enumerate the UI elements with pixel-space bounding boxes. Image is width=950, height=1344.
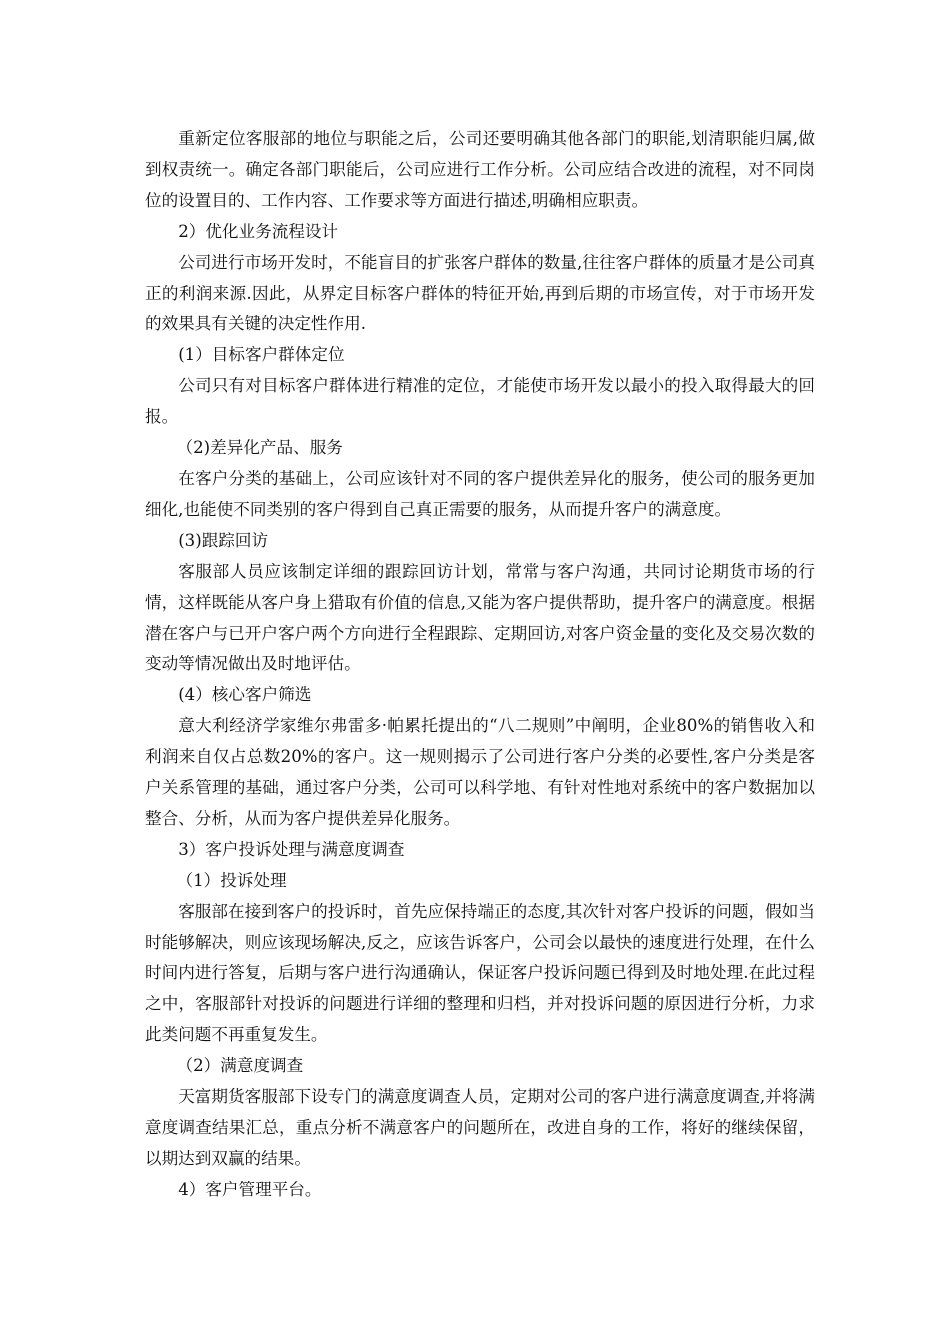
heading-complaint-handling: （1）投诉处理 bbox=[176, 870, 287, 890]
paragraph-role-definition: 重新定位客服部的地位与职能之后，公司还要明确其他各部门的职能,划清职能归属,做到权责统一。确定各部门职能后，公司应进行工作分析。公司应结合改进的流程，对不同岗位的设置目的、工作内容、工作要求等方面进行描述,明确相应职责。 bbox=[145, 129, 815, 210]
heading-complaints-satisfaction: 3）客户投诉处理与满意度调查 bbox=[178, 839, 405, 859]
paragraph-complaint-handling: 客服部在接到客户的投诉时，首先应保持端正的态度,其次针对客户投诉的问题，假如当时能够解决，则应该现场解决,反之，应该告诉客户，公司会以最快的速度进行处理，在什么时间内进行答复，后期与客户进行沟通确认，保证客户投诉问题已得到及时地处理.在此过程之中，客服部针对投诉的问题进行详细的整理和归档，并对投诉问题的原因进行分析，力求此类问题不再重复发生。 bbox=[145, 901, 815, 1045]
heading-core-customers: (4）核心客户筛选 bbox=[178, 685, 312, 705]
heading-differentiated-service: （2)差异化产品、服务 bbox=[176, 438, 343, 458]
paragraph-core-customers: 意大利经济学家维尔弗雷多·帕累托提出的“八二规则”中阐明，企业80%的销售收入和利润来自仅占总数20%的客户。这一规则揭示了公司进行客户分类的必要性,客户分类是客户关系管理的基础，通过客户分类，公司可以科学地、有针对性地对系统中的客户数据加以整合、分析，从而为客户提供差异化服务。 bbox=[145, 716, 815, 828]
heading-follow-up: (3)跟踪回访 bbox=[178, 530, 269, 550]
paragraph-differentiated-service: 在客户分类的基础上，公司应该针对不同的客户提供差异化的服务，使公司的服务更加细化,也能使不同类别的客户得到自己真正需要的服务，从而提升客户的满意度。 bbox=[145, 468, 815, 519]
paragraph-follow-up: 客服部人员应该制定详细的跟踪回访计划，常常与客户沟通，共同讨论期货市场的行情，这样既能从客户身上猎取有价值的信息,又能为客户提供帮助，提升客户的满意度。根据潜在客户与已开户客户两个方向进行全程跟踪、定期回访,对客户资金量的变化及交易次数的变动等情况做出及时地评估。 bbox=[145, 561, 815, 674]
heading-target-positioning: (1）目标客户群体定位 bbox=[178, 345, 345, 365]
heading-customer-platform: 4）客户管理平台。 bbox=[178, 1179, 322, 1199]
heading-optimize-process: 2）优化业务流程设计 bbox=[178, 221, 339, 241]
heading-satisfaction-survey: （2）满意度调查 bbox=[176, 1056, 304, 1076]
paragraph-target-positioning: 公司只有对目标客户群体进行精准的定位，才能使市场开发以最小的投入取得最大的回报。 bbox=[145, 376, 815, 427]
document-body bbox=[145, 124, 815, 1206]
paragraph-satisfaction-survey: 天富期货客服部下设专门的满意度调查人员，定期对公司的客户进行满意度调查,并将满意度调查结果汇总，重点分析不满意客户的问题所在，改进自身的工作，将好的继续保留，以期达到双赢的结果。 bbox=[145, 1087, 815, 1168]
paragraph-market-development: 公司进行市场开发时，不能盲目的扩张客户群体的数量,往往客户群体的质量才是公司真正的利润来源.因此，从界定目标客户群体的特征开始,再到后期的市场宣传，对于市场开发的效果具有关键的决定性作用. bbox=[145, 252, 815, 334]
